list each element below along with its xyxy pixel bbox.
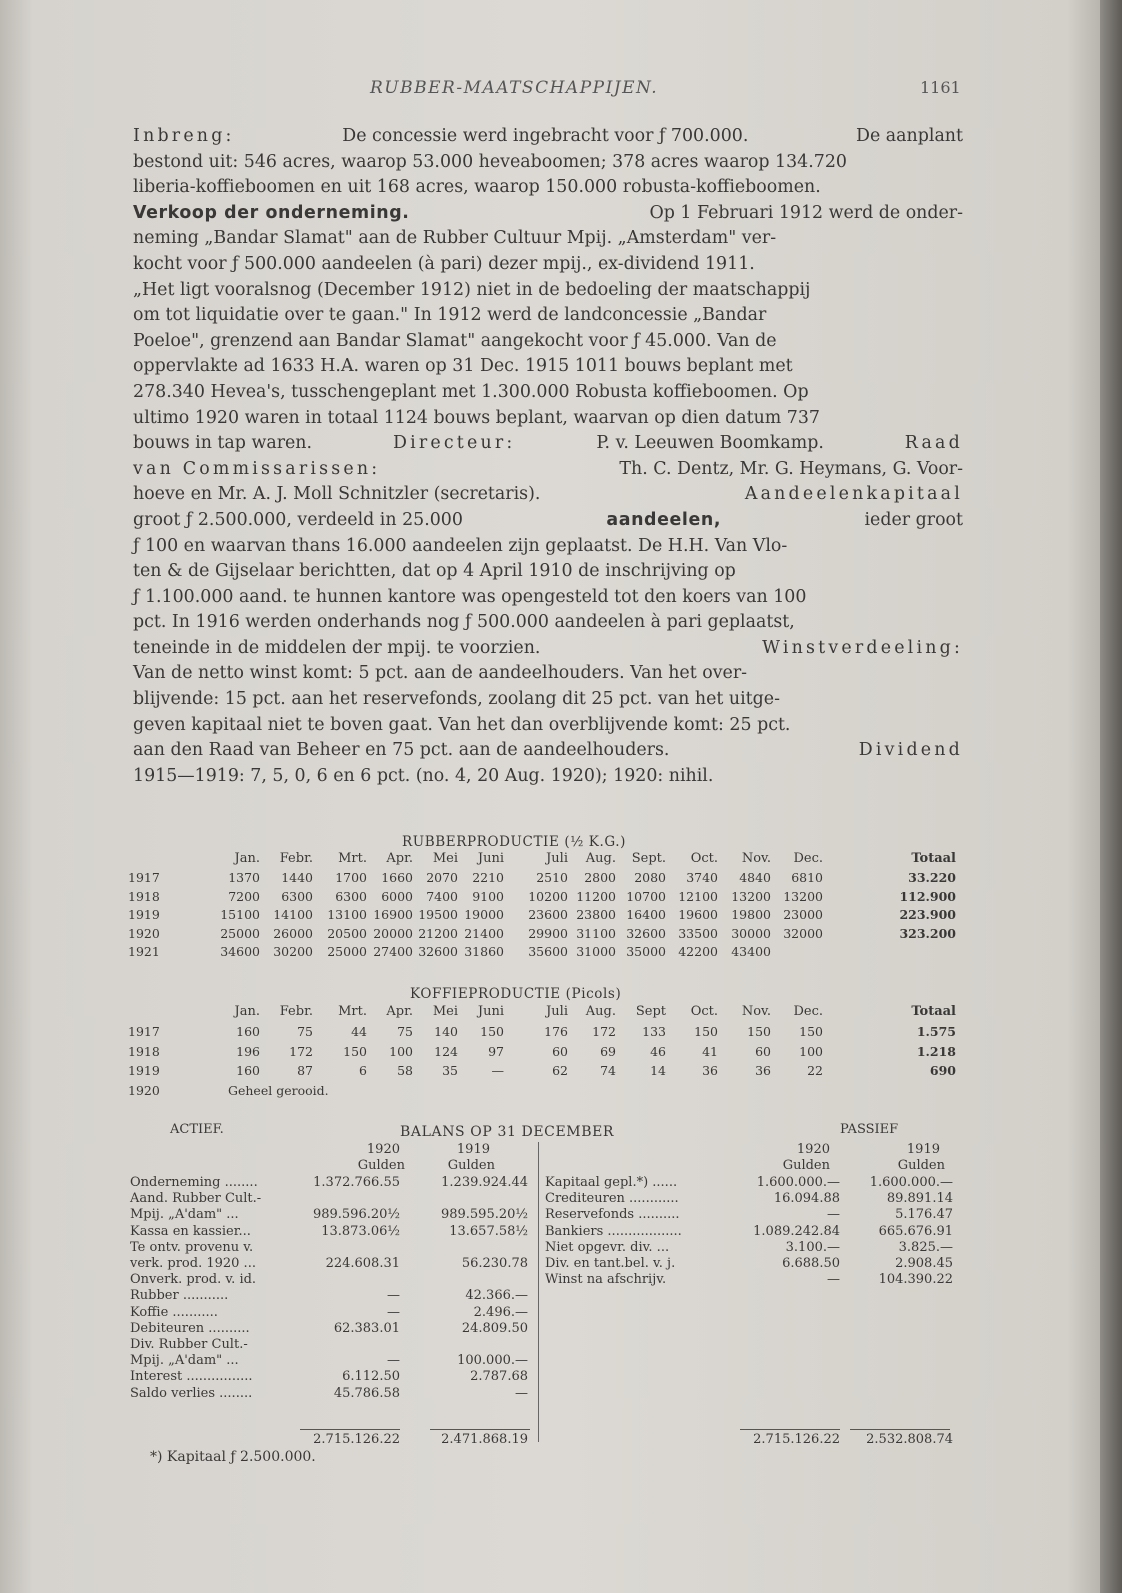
- actief-label: ACTIEF.: [170, 1122, 224, 1137]
- table-cell: 13200: [731, 888, 771, 904]
- table-cell: 6810: [791, 870, 823, 885]
- table-cell: 16400: [626, 907, 666, 923]
- balance-value-1920: 16.094.88: [773, 1191, 840, 1207]
- row-year: 1918: [128, 1043, 160, 1059]
- balance-value-1919: 24.809.50: [461, 1320, 528, 1336]
- balance-row-label: Onderneming ........: [130, 1175, 258, 1190]
- passief-col-unit-1919: Gulden: [897, 1158, 945, 1173]
- balance-row-label: Debiteuren ..........: [130, 1320, 250, 1336]
- row-year: 1917: [128, 870, 160, 885]
- text-line: geven kapitaal niet te boven gaat. Van het dan overblijvende komt: 25 pct.: [133, 714, 791, 735]
- column-header: Dec.: [793, 1004, 823, 1019]
- total-rule: [850, 1429, 950, 1430]
- balance-row-label: Saldo verlies ........: [130, 1385, 253, 1401]
- table-cell: 3740: [686, 870, 718, 885]
- balance-row-label: Div. en tant.bel. v. j.: [545, 1256, 676, 1271]
- table-cell: 150: [747, 1024, 771, 1039]
- text-line: groot ƒ 2.500.000, verdeeld in 25.000 aandeelen, ieder groot: [133, 508, 963, 534]
- balance-value-1920: 1.600.000.—: [756, 1175, 840, 1190]
- table-cell: 2080: [634, 870, 666, 885]
- table-cell: 69: [600, 1043, 616, 1059]
- row-year: 1920: [128, 925, 160, 941]
- table-cell: 30000: [731, 925, 771, 941]
- balance-value-1920: —: [827, 1207, 840, 1223]
- actief-col-year-1920: 1920: [366, 1142, 400, 1157]
- table-cell: 2210: [472, 870, 504, 885]
- table-cell: 58: [397, 1063, 413, 1079]
- balance-value-1920: —: [827, 1272, 840, 1288]
- column-header: Sept.: [631, 851, 666, 866]
- column-header: Apr.: [386, 851, 413, 866]
- row-year: 1918: [128, 888, 160, 904]
- text-line: teneinde in de middelen der mpij. te voorzien. Winstverdeeling:: [133, 636, 963, 662]
- table-cell: 2510: [536, 870, 568, 885]
- text-line: om tot liquidatie over te gaan." In 1912 werd de landconcessie „Bandar: [133, 305, 767, 326]
- balance-value-1919: 5.176.47: [895, 1207, 953, 1223]
- table-cell: 7200: [228, 888, 260, 904]
- table-cell: 6300: [281, 888, 313, 904]
- balance-row-label: Kapitaal gepl.*) ......: [545, 1175, 678, 1190]
- text-line: oppervlakte ad 1633 H.A. waren op 31 Dec. 1915 1011 bouws beplant met: [133, 356, 793, 377]
- column-header: Totaal: [911, 1004, 956, 1019]
- table-cell: 6000: [381, 888, 413, 904]
- table-cell: 690: [929, 1063, 956, 1079]
- column-header: Jan.: [234, 851, 260, 866]
- balance-footnote: *) Kapitaal ƒ 2.500.000.: [150, 1449, 316, 1465]
- text-line: aan den Raad van Beheer en 75 pct. aan de aandeelhouders. Dividend: [133, 738, 963, 764]
- running-header-title: RUBBER-MAATSCHAPPIJEN.: [370, 78, 659, 98]
- table-cell: 35000: [626, 944, 666, 960]
- text-line: blijvende: 15 pct. aan het reservefonds, zoolang dit 25 pct. van het uitge-: [133, 689, 780, 710]
- balance-value-1920: —: [387, 1288, 400, 1304]
- table-cell: 150: [799, 1024, 823, 1039]
- table-cell: 44: [351, 1024, 367, 1039]
- table-cell: 35: [442, 1063, 458, 1079]
- table-cell: 21200: [418, 925, 458, 941]
- text-line: Verkoop der onderneming. Op 1 Februari 1912 werd de onder-: [133, 201, 963, 227]
- table-cell: 133: [642, 1024, 666, 1039]
- passief-total-1919: 2.532.808.74: [866, 1432, 953, 1447]
- balance-row-label: Kassa en kassier...: [130, 1223, 251, 1239]
- balance-value-1920: 224.608.31: [325, 1256, 400, 1271]
- text-line: kocht voor ƒ 500.000 aandeelen (à pari) dezer mpij., ex-dividend 1911.: [133, 253, 755, 274]
- balance-value-1919: 2.787.68: [470, 1369, 528, 1385]
- balance-value-1920: 1.089.242.84: [753, 1223, 840, 1239]
- balance-row-label: Winst na afschrijv.: [545, 1272, 667, 1288]
- balance-value-1919: 13.657.58½: [449, 1223, 528, 1239]
- table-cell: 60: [755, 1043, 771, 1059]
- balance-value-1920: 6.112.50: [342, 1369, 400, 1385]
- balance-row-label: Onverk. prod. v. id.: [130, 1272, 257, 1288]
- table-cell: 112.900: [899, 888, 956, 904]
- table-cell: 14100: [273, 907, 313, 923]
- table-cell: 150: [343, 1043, 367, 1059]
- section-label-verkoop: Verkoop der onderneming.: [133, 202, 410, 223]
- balance-row-label: Te ontv. provenu v.: [130, 1239, 254, 1255]
- table-cell: 6: [359, 1063, 367, 1079]
- column-header: Nov.: [741, 1004, 771, 1019]
- row-year: 1919: [128, 907, 160, 923]
- table-cell: 9100: [472, 888, 504, 904]
- rubber-table-title: RUBBERPRODUCTIE (½ K.G.): [402, 834, 627, 850]
- table-cell: 87: [297, 1063, 313, 1079]
- table-cell: 29900: [528, 925, 568, 941]
- table-cell: 2800: [584, 870, 616, 885]
- table-cell: 1440: [281, 870, 313, 885]
- table-cell: 41: [702, 1043, 718, 1059]
- section-label-commissarissen: van Commissarissen:: [133, 458, 381, 479]
- row-note: Geheel gerooid.: [228, 1083, 329, 1098]
- balance-row-label: Aand. Rubber Cult.-: [130, 1191, 262, 1207]
- text-line: ƒ 100 en waarvan thans 16.000 aandeelen zijn geplaatst. De H.H. Van Vlo-: [133, 535, 788, 556]
- table-cell: 12100: [678, 888, 718, 904]
- table-cell: 25000: [327, 944, 367, 960]
- table-cell: 2070: [426, 870, 458, 885]
- column-header: Juni: [477, 1004, 504, 1019]
- table-cell: 42200: [678, 944, 718, 960]
- passief-label: PASSIEF: [840, 1122, 899, 1137]
- table-cell: 75: [397, 1024, 413, 1039]
- table-cell: 160: [236, 1063, 260, 1079]
- column-header: Oct.: [690, 1004, 718, 1019]
- text-line: van Commissarissen: Th. C. Dentz, Mr. G. Heymans, G. Voor-: [133, 457, 963, 483]
- total-rule: [300, 1429, 400, 1430]
- passief-col-year-1919: 1919: [906, 1142, 940, 1157]
- balance-value-1919: 89.891.14: [886, 1191, 953, 1207]
- table-cell: 124: [434, 1043, 458, 1059]
- table-cell: 75: [297, 1024, 313, 1039]
- section-label-winstverdeeling: Winstverdeeling:: [762, 637, 963, 658]
- table-cell: 140: [434, 1024, 458, 1039]
- text-line: 1915—1919: 7, 5, 0, 6 en 6 pct. (no. 4, 20 Aug. 1920); 1920: nihil.: [133, 765, 714, 786]
- passief-col-unit-1920: Gulden: [782, 1158, 830, 1173]
- table-cell: 7400: [426, 888, 458, 904]
- balance-row-label: Bankiers ..................: [545, 1223, 682, 1239]
- koffie-table-title: KOFFIEPRODUCTIE (Picols): [410, 986, 622, 1002]
- table-cell: 43400: [731, 944, 771, 960]
- page-edge-shadow: [1100, 0, 1122, 1593]
- balance-row-label: Mpij. „A'dam" ...: [130, 1353, 239, 1369]
- balance-row-label: Reservefonds ..........: [545, 1207, 680, 1223]
- table-cell: 23800: [576, 907, 616, 923]
- table-cell: 36: [702, 1063, 718, 1079]
- table-cell: 1.575: [916, 1024, 956, 1039]
- balance-value-1919: 2.908.45: [895, 1256, 953, 1271]
- table-cell: 10200: [528, 888, 568, 904]
- balance-divider: [538, 1142, 539, 1442]
- text-line: liberia-koffieboomen en uit 168 acres, waarop 150.000 robusta-koffieboomen.: [133, 177, 821, 198]
- balance-value-1920: —: [387, 1353, 400, 1369]
- table-cell: 6300: [335, 888, 367, 904]
- table-cell: 4840: [739, 870, 771, 885]
- column-header: Sept: [635, 1004, 666, 1019]
- balance-title: BALANS OP 31 DECEMBER: [400, 1124, 615, 1140]
- table-cell: 20500: [327, 925, 367, 941]
- column-header: Dec.: [793, 851, 823, 866]
- actief-col-year-1919: 1919: [456, 1142, 490, 1157]
- column-header: Juli: [546, 1004, 568, 1019]
- section-label-inbreng: Inbreng:: [133, 126, 235, 146]
- balance-row-label: verk. prod. 1920 ...: [130, 1256, 256, 1271]
- table-cell: 100: [389, 1043, 413, 1059]
- table-cell: 176: [544, 1024, 568, 1039]
- table-cell: 16900: [373, 907, 413, 923]
- table-cell: 25000: [220, 925, 260, 941]
- table-cell: 32600: [418, 944, 458, 960]
- table-cell: 15100: [220, 907, 260, 923]
- column-header: Juni: [477, 851, 504, 866]
- table-cell: 10700: [626, 888, 666, 904]
- balance-value-1920: 989.596.20½: [312, 1207, 400, 1223]
- table-cell: 160: [236, 1024, 260, 1039]
- text-line: Van de netto winst komt: 5 pct. aan de aandeelhouders. Van het over-: [133, 663, 748, 684]
- table-cell: 74: [600, 1063, 616, 1079]
- balance-row-label: Div. Rubber Cult.-: [130, 1337, 248, 1352]
- balance-value-1919: 42.366.—: [465, 1288, 528, 1304]
- balance-value-1920: 3.100.—: [785, 1239, 840, 1255]
- balance-row-label: Niet opgevr. div. ...: [545, 1239, 670, 1255]
- text-line: 278.340 Hevea's, tusschengeplant met 1.300.000 Robusta koffieboomen. Op: [133, 381, 809, 402]
- keyword-aandeelen: aandeelen,: [606, 509, 722, 530]
- table-cell: 31860: [464, 944, 504, 960]
- text-line: neming „Bandar Slamat" aan de Rubber Cultuur Mpij. „Amsterdam" ver-: [133, 228, 777, 249]
- table-cell: 60: [552, 1043, 568, 1059]
- column-header: Mei: [432, 1004, 458, 1019]
- table-cell: 13100: [327, 907, 367, 923]
- table-cell: 150: [480, 1024, 504, 1039]
- column-header: Oct.: [690, 851, 718, 866]
- text-line: bouws in tap waren. Directeur: P. v. Leeuwen Boomkamp. Raad: [133, 431, 963, 457]
- total-rule: [430, 1429, 530, 1430]
- company-description: [133, 124, 963, 789]
- column-header: Juli: [546, 851, 568, 866]
- balance-row-label: Koffie ...........: [130, 1304, 218, 1320]
- table-cell: 32600: [626, 925, 666, 941]
- table-cell: 150: [694, 1024, 718, 1039]
- table-cell: 32000: [783, 925, 823, 941]
- text-line: ten & de Gijselaar berichtten, dat op 4 April 1910 de inschrijving op: [133, 561, 736, 582]
- table-cell: 1660: [381, 870, 413, 885]
- table-cell: 26000: [273, 925, 313, 941]
- table-cell: 1.218: [916, 1043, 956, 1059]
- text-line: Inbreng: De concessie werd ingebracht voor ƒ 700.000. De aanplant: [133, 124, 963, 150]
- balance-row-label: Rubber ...........: [130, 1288, 229, 1304]
- table-cell: 14: [650, 1063, 666, 1079]
- column-header: Nov.: [741, 851, 771, 866]
- balance-value-1919: 989.595.20½: [440, 1207, 528, 1223]
- column-header: Mei: [432, 851, 458, 866]
- column-header: Totaal: [911, 851, 956, 866]
- balance-value-1920: 1.372.766.55: [313, 1175, 400, 1190]
- table-cell: 31100: [576, 925, 616, 941]
- table-cell: 19000: [464, 907, 504, 923]
- balance-value-1919: 2.496.—: [473, 1304, 528, 1320]
- balance-value-1919: 1.239.924.44: [441, 1175, 528, 1190]
- table-cell: 19500: [418, 907, 458, 923]
- balance-value-1919: 56.230.78: [461, 1256, 528, 1271]
- table-cell: 22: [807, 1063, 823, 1079]
- table-cell: 36: [755, 1063, 771, 1079]
- balance-value-1919: 3.825.—: [898, 1239, 953, 1255]
- table-cell: 100: [799, 1043, 823, 1059]
- table-cell: 33500: [678, 925, 718, 941]
- table-cell: 30200: [273, 944, 313, 960]
- actief-col-unit-1919: Gulden: [447, 1158, 495, 1173]
- balance-value-1919: 100.000.—: [457, 1353, 528, 1369]
- table-cell: 62: [552, 1063, 568, 1079]
- total-rule: [740, 1429, 840, 1430]
- table-cell: 35600: [528, 944, 568, 960]
- table-cell: 196: [236, 1043, 260, 1059]
- column-header: Mrt.: [338, 851, 367, 866]
- table-cell: 13200: [783, 888, 823, 904]
- actief-total-1919: 2.471.868.19: [441, 1432, 528, 1447]
- table-cell: 323.200: [899, 925, 956, 941]
- row-year: 1921: [128, 944, 160, 960]
- row-year: 1917: [128, 1024, 160, 1039]
- actief-col-unit-1920: Gulden: [357, 1158, 405, 1173]
- section-label-dividend: Dividend: [858, 740, 963, 761]
- table-cell: 172: [289, 1043, 313, 1059]
- balance-row-label: Crediteuren ............: [545, 1191, 679, 1207]
- balance-value-1920: 6.688.50: [782, 1256, 840, 1271]
- table-cell: 1370: [228, 870, 260, 885]
- table-cell: 11200: [576, 888, 616, 904]
- table-cell: 1700: [335, 870, 367, 885]
- column-header: Febr.: [279, 851, 313, 866]
- text-line: ƒ 1.100.000 aand. te hunnen kantore was opengesteld tot den koers van 100: [133, 586, 807, 607]
- table-cell: 223.900: [899, 907, 956, 923]
- text-line: Poeloe", grenzend aan Bandar Slamat" aangekocht voor ƒ 45.000. Van de: [133, 330, 777, 351]
- balance-value-1919: 1.600.000.—: [869, 1175, 953, 1190]
- page-number: 1161: [920, 78, 961, 97]
- table-cell: 27400: [373, 944, 413, 960]
- balance-value-1920: 45.786.58: [333, 1385, 400, 1401]
- balance-value-1920: 13.873.06½: [321, 1223, 400, 1239]
- row-year: 1920: [128, 1083, 160, 1098]
- text-line: „Het ligt vooralsnog (December 1912) niet in de bedoeling der maatschappij: [133, 279, 811, 300]
- text-line: bestond uit: 546 acres, waarop 53.000 heveaboomen; 378 acres waarop 134.720: [133, 151, 847, 172]
- column-header: Aug.: [585, 1004, 616, 1019]
- section-label-aandeelenkapitaal: Aandeelenkapitaal: [744, 484, 963, 505]
- column-header: Mrt.: [338, 1004, 367, 1019]
- table-cell: 23600: [528, 907, 568, 923]
- table-cell: —: [491, 1063, 504, 1079]
- table-cell: 33.220: [908, 870, 956, 885]
- balance-value-1919: 665.676.91: [878, 1223, 953, 1239]
- balance-value-1919: —: [515, 1385, 528, 1401]
- passief-total-1920: 2.715.126.22: [753, 1432, 840, 1447]
- column-header: Febr.: [279, 1004, 313, 1019]
- table-cell: 97: [488, 1043, 504, 1059]
- table-cell: 46: [650, 1043, 666, 1059]
- row-year: 1919: [128, 1063, 160, 1079]
- section-label-directeur: Directeur:: [392, 433, 516, 454]
- balance-row-label: Mpij. „A'dam" ...: [130, 1207, 239, 1223]
- table-cell: 172: [592, 1024, 616, 1039]
- table-cell: 31000: [576, 944, 616, 960]
- passief-col-year-1920: 1920: [796, 1142, 830, 1157]
- text-line: hoeve en Mr. A. J. Moll Schnitzler (secretaris). Aandeelenkapitaal: [133, 482, 963, 508]
- column-header: Jan.: [234, 1004, 260, 1019]
- actief-total-1920: 2.715.126.22: [313, 1432, 400, 1447]
- column-header: Apr.: [386, 1004, 413, 1019]
- balance-value-1920: —: [387, 1304, 400, 1320]
- text-line: pct. In 1916 werden onderhands nog ƒ 500.000 aandeelen à pari geplaatst,: [133, 612, 795, 633]
- table-cell: 19800: [731, 907, 771, 923]
- table-cell: 19600: [678, 907, 718, 923]
- table-cell: 23000: [783, 907, 823, 923]
- table-cell: 34600: [220, 944, 260, 960]
- text-line: ultimo 1920 waren in totaal 1124 bouws beplant, waarvan op dien datum 737: [133, 407, 820, 428]
- balance-row-label: Interest ................: [130, 1369, 253, 1385]
- table-cell: 20000: [373, 925, 413, 941]
- balance-value-1919: 104.390.22: [878, 1272, 953, 1288]
- table-cell: 21400: [464, 925, 504, 941]
- column-header: Aug.: [585, 851, 616, 866]
- balance-value-1920: 62.383.01: [333, 1320, 400, 1336]
